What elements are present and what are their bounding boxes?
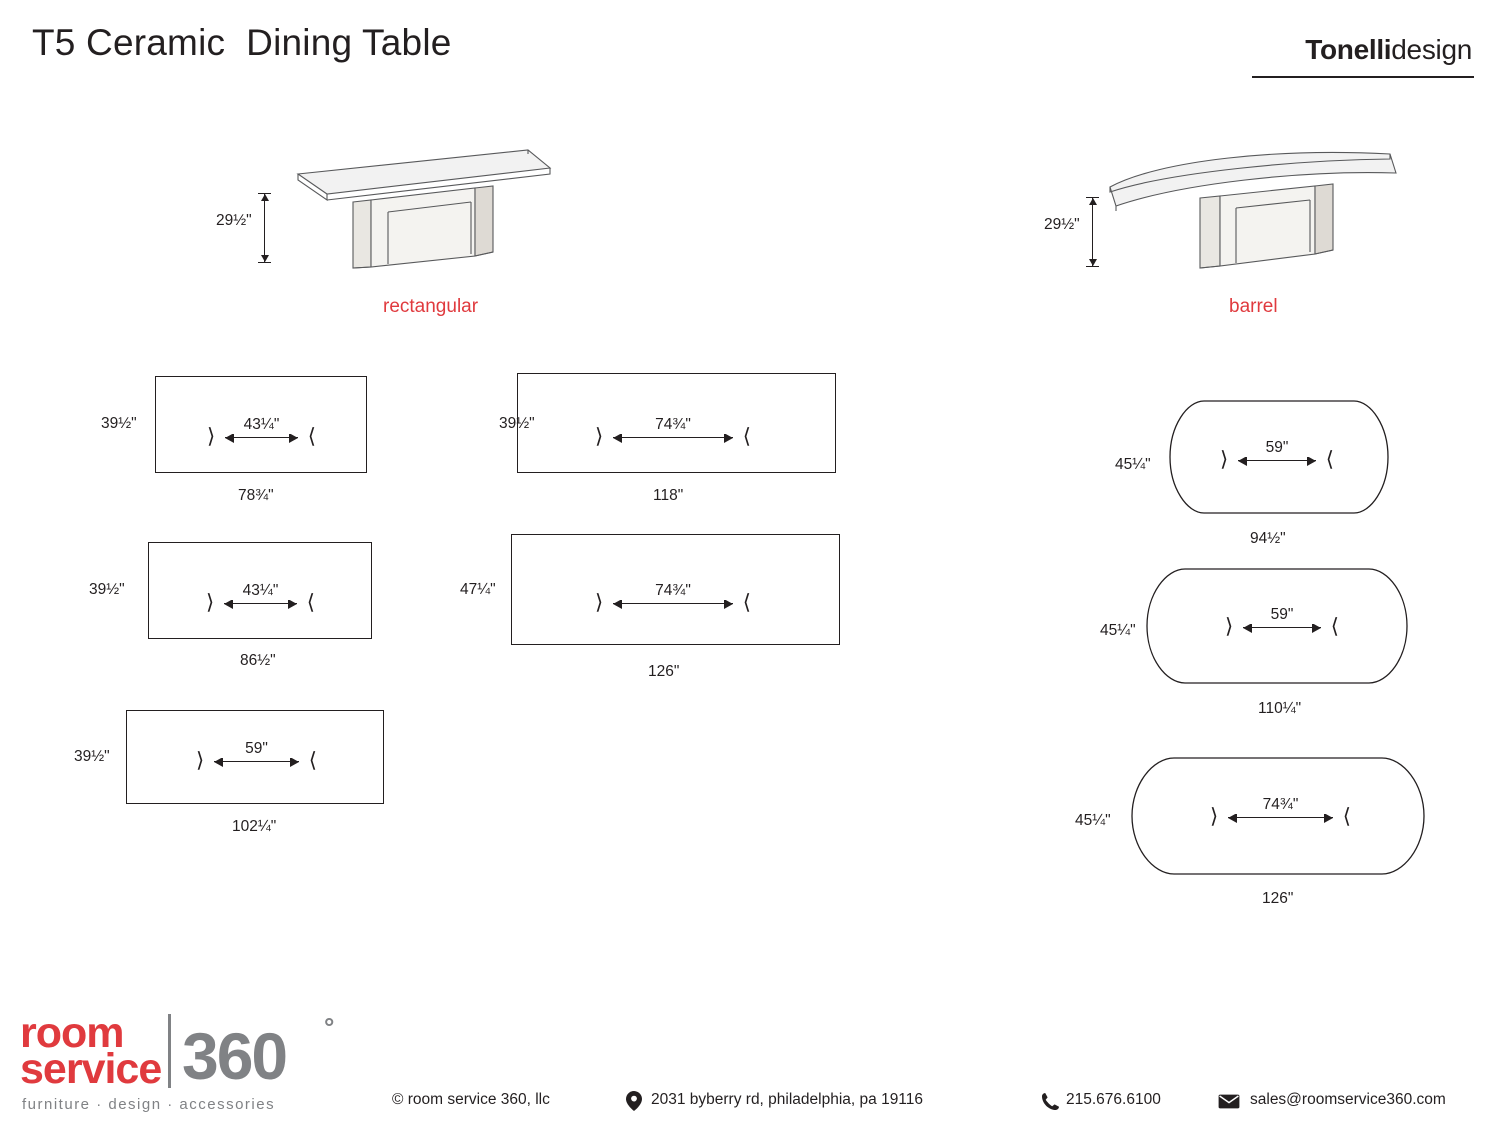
brand-suffix: design [1391, 34, 1472, 65]
plan-rect-2-inner-dim: ⟩ ⟨ 74¾" [595, 416, 751, 448]
brand-underline [1252, 76, 1474, 78]
plan-barrel-3-width: 126" [1262, 890, 1294, 907]
footer-email: sales@roomservice360.com [1250, 1091, 1446, 1108]
plan-barrel-2-depth: 45¼" [1100, 622, 1136, 639]
envelope-icon [1218, 1094, 1240, 1109]
plan-barrel-2-inner-value: 59" [1243, 606, 1321, 624]
plan-rect-1-inner-value: 43¼" [225, 416, 298, 434]
footer-copyright: © room service 360, llc [392, 1091, 550, 1108]
plan-rect-1-inner-dim: ⟩ ⟨ 43¼" [207, 416, 316, 448]
logo-divider [168, 1014, 171, 1088]
plan-barrel-2-inner-dim: ⟩ ⟨ 59" [1225, 606, 1339, 638]
plan-rect-2-width: 118" [653, 487, 684, 504]
plan-barrel-1-depth: 45¼" [1115, 456, 1151, 473]
plan-barrel-1-inner-dim: ⟩ ⟨ 59" [1220, 439, 1334, 471]
logo-service-text: service [20, 1045, 162, 1093]
plan-rect-3-inner-dim: ⟩ ⟨ 43¼" [206, 582, 315, 614]
plan-barrel-2-width: 110¼" [1258, 700, 1302, 717]
plan-rect-3-inner-value: 43¼" [224, 582, 297, 600]
plan-barrel-3-inner-value: 74¾" [1228, 796, 1333, 814]
barrel-perspective-drawing [1100, 140, 1420, 280]
plan-rect-5-inner-value: 59" [214, 740, 299, 758]
logo-degree-symbol: ° [324, 1012, 335, 1042]
rectangular-height-dimension [258, 193, 272, 263]
plan-rect-5-inner-dim: ⟩ ⟨ 59" [196, 740, 317, 772]
plan-rect-4-width: 126" [648, 663, 680, 680]
plan-rect-4-inner-value: 74¾" [613, 582, 733, 600]
logo-tagline: furniture · design · accessories [22, 1096, 276, 1113]
plan-rect-3-depth: 39½" [89, 581, 125, 598]
manufacturer-logo [1305, 34, 1472, 66]
plan-barrel-3-depth: 45¼" [1075, 812, 1111, 829]
plan-rect-4-depth: 47¼" [460, 581, 496, 598]
plan-barrel-1-inner-value: 59" [1238, 439, 1316, 457]
footer-phone: 215.676.6100 [1066, 1091, 1161, 1108]
barrel-height-label: 29½" [1044, 216, 1080, 233]
barrel-height-dimension [1086, 197, 1100, 267]
logo-360-text: 360 [182, 1019, 287, 1093]
plan-rect-5-width: 102¼" [232, 818, 277, 835]
rectangular-height-label: 29½" [216, 212, 252, 229]
plan-barrel-3-inner-dim: ⟩ ⟨ 74¾" [1210, 796, 1351, 828]
rectangular-perspective-drawing [275, 140, 615, 280]
logo-room-text: room [20, 1009, 124, 1057]
phone-icon [1041, 1092, 1060, 1111]
plan-barrel-1-width: 94½" [1250, 530, 1286, 547]
plan-rect-5-depth: 39½" [74, 748, 110, 765]
footer-address: 2031 byberry rd, philadelphia, pa 19116 [651, 1091, 924, 1108]
plan-rect-2-depth: 39½" [499, 415, 535, 432]
brand-name: Tonelli [1305, 34, 1392, 65]
rectangular-shape-label: rectangular [383, 296, 479, 317]
plan-rect-3-width: 86½" [240, 652, 276, 669]
page-title: T5 Ceramic Dining Table [32, 22, 452, 63]
barrel-shape-label: barrel [1229, 296, 1278, 317]
location-pin-icon [626, 1091, 642, 1111]
plan-rect-4-inner-dim: ⟩ ⟨ 74¾" [595, 582, 751, 614]
plan-rect-1-width: 78¾" [238, 487, 274, 504]
plan-rect-1-depth: 39½" [101, 415, 137, 432]
plan-rect-2-inner-value: 74¾" [613, 416, 733, 434]
